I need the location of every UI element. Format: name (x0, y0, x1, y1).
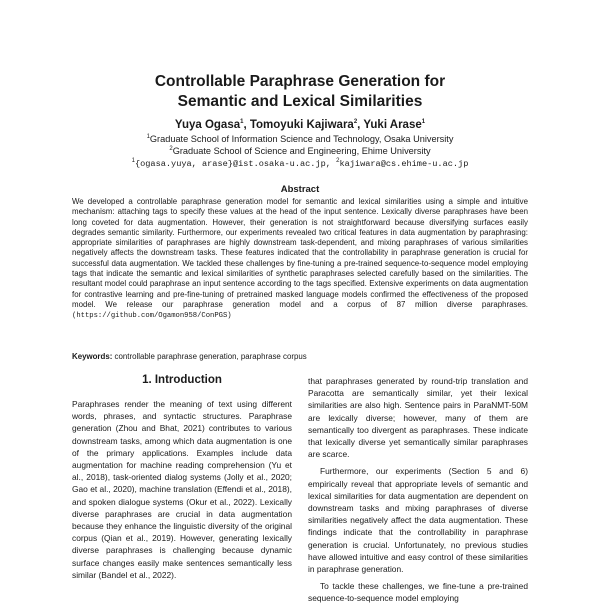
affiliations (0, 133, 600, 170)
author-separator: , (357, 119, 364, 131)
abstract-body (72, 197, 528, 322)
email-mark: 1 (131, 157, 135, 164)
email-line (0, 157, 600, 170)
affiliation-line (0, 145, 600, 157)
keywords (72, 352, 528, 361)
author-separator: , (243, 119, 250, 131)
paragraph: Furthermore, our experiments (Section 5 and 6) empirically reveal that appropriate levels of semantic and lexical similarities for data augmentation are dependent on downstream tasks and mixing paraphrases of diverse similarities negatively affect the data augmentation. These findings indicate that the controllability in paraphrase generation is crucial. Unfortunately, no previous studies have allowed intuitive and easy control of these similarities in paraphrase generation. (308, 466, 528, 575)
author-affil-mark: 1 (421, 119, 426, 126)
title-line-1: Controllable Paraphrase Generation for (154, 73, 446, 90)
author-name: Yuya Ogasa (174, 119, 241, 131)
paragraph: To tackle these challenges, we fine-tune a pre-trained sequence-to-sequence model employing (308, 581, 528, 604)
affiliation-mark: 1 (146, 133, 150, 140)
abstract-text: We developed a controllable paraphrase generation model for semantic and lexical similarities using a simple and intuitive mechanism: attaching tags to specify these values at the head of the input sentence. Lexically diverse paraphrases have been long coveted for data augmentation. However, their generation is not straightforward because diversifying surfaces easily degrades semantic similarity. Furthermore, our experiments revealed two critical features in data augmentation by paraphrasing: appropriate similarities of paraphrases are highly downstream task-dependent, and mixing paraphrases of various similarities negatively affects the downstream tasks. These features indicated that the controllability in paraphrase generation is crucial for successful data augmentation. We tackled these challenges by fine-tuning a pre-trained sequence-to-sequence model employing tags that indicate the semantic and lexical similarities of synthetic paraphrases selected carefully based on the similarities. The resultant model could paraphrase an input sentence according to the tags specified. Extensive experiments on data augmentation for contrastive learning and pre-fine-tuning of pretrained masked language models confirmed the effectiveness of the proposed model. We release our paraphrase generation model and a corpus of 87 million diverse paraphrases. (72, 197, 528, 309)
repository-link[interactable]: (https://github.com/Ogamon958/ConPGS) (72, 312, 232, 321)
affiliation-mark: 2 (169, 145, 173, 152)
author-affil-mark: 2 (353, 119, 358, 126)
keywords-label: Keywords: (72, 352, 113, 361)
affiliation-line (0, 133, 600, 145)
author-affil-mark: 1 (240, 119, 244, 126)
paper-title (0, 72, 600, 112)
email-address[interactable]: {ogasa.yuya, arase}@ist.osaka-u.ac.jp, (134, 159, 337, 169)
left-column (72, 398, 292, 586)
paragraph: Paraphrases render the meaning of text using different words, phrases, and syntactic structures. Paraphrase generation (Zhou and Bhat, 2021) contributes to various downstream tasks, among which data augmentation is one of the primary applications. Examples include data augmentation for machine reading comprehension (Yu et al., 2018), task-oriented dialog systems (Jolly et al., 2020; Gao et al., 2020), machine translation (Effendi et al., 2018), and spoken dialogue systems (Okur et al., 2022). Lexically diverse paraphrases are crucial in data augmentation because they enhance the linguistic diversity of the original corpus (Qian et al., 2019). However, generating lexically diverse paraphrases is challenging because dynamic surface changes easily make sentences semantically less similar (Bandel et al., 2022). (72, 399, 292, 580)
right-column (308, 375, 528, 610)
email-address[interactable]: kajiwara@cs.ehime-u.ac.jp (339, 159, 469, 169)
affiliation-text: Graduate School of Information Science and Technology, Osaka University (149, 134, 454, 144)
title-line-2: Semantic and Lexical Similarities (177, 93, 423, 110)
email-mark: 2 (336, 157, 340, 164)
affiliation-text: Graduate School of Science and Engineering, Ehime University (172, 146, 431, 156)
author-name: Yuki Arase (363, 119, 422, 131)
keywords-text: controllable paraphrase generation, paraphrase corpus (114, 352, 307, 361)
abstract-heading: Abstract (280, 184, 320, 195)
section-heading: 1. Introduction (142, 374, 222, 386)
author-list (0, 118, 600, 132)
author-name: Tomoyuki Kajiwara (249, 119, 354, 131)
paragraph: that paraphrases generated by round-trip translation and Paracotta are semantically similar, yet their lexical similarities are also high. Sentence pairs in ParaNMT-50M are lexically diverse; however, many of them are semantically too divergent as paraphrases. These indicate that lexically diverse yet semantically similar paraphrases are scarce. (308, 376, 528, 460)
